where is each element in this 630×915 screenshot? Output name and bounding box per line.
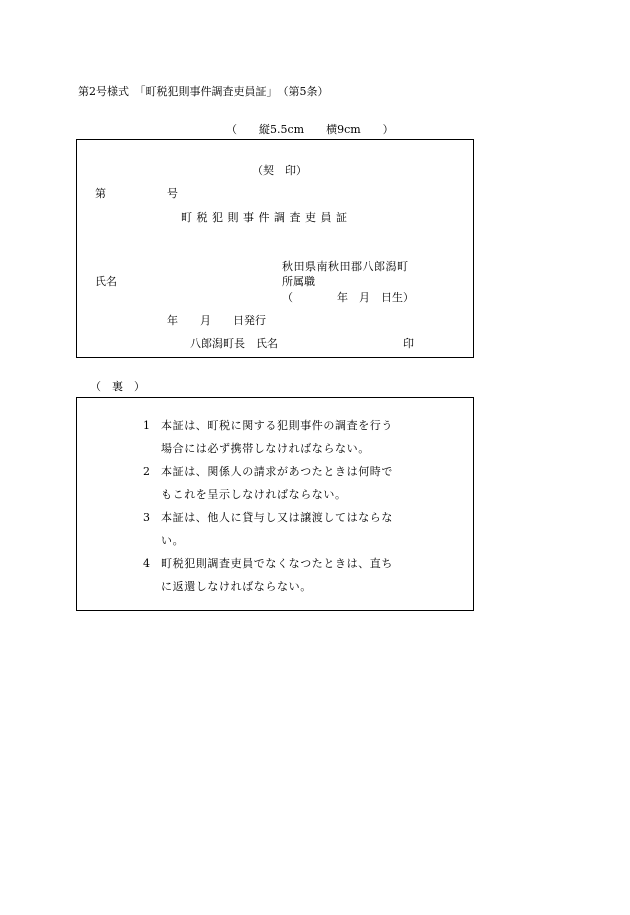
affiliation: 所属職 [282,275,315,288]
note-number: 3 [143,511,150,524]
address: 秋田県南秋田郡八郎潟町 [282,260,409,273]
card-title: 町税犯則事件調査吏員証 [181,211,352,224]
issue-date: 年 月 日発行 [167,314,266,327]
note-text: 本証は、他人に貸与し又は譲渡してはならな [161,511,393,524]
note-text: 場合には必ず携帯しなければならない。 [161,442,370,455]
back-label: （ 裏 ） [90,380,145,393]
note-text: 本証は、関係人の請求があつたときは何時で [161,465,393,478]
name-label: 氏名 [95,275,117,288]
number-suffix: 号 [167,187,178,200]
note-text: に返還しなければならない。 [161,580,312,593]
note-text: 町税犯則調査吏員でなくなつたときは、直ち [161,557,393,570]
note-text: もこれを呈示しなければならない。 [161,488,347,501]
note-number: 2 [143,465,150,478]
form-title: 第2号様式 「町税犯則事件調査吏員証」 （第5条） [78,85,329,98]
note-text: い。 [161,534,185,547]
birth-date: （ 年 月 日生） [282,291,414,304]
note-number: 4 [143,557,150,570]
note-number: 1 [143,419,150,432]
card-front [76,139,474,358]
note-text: 本証は、町税に関する犯則事件の調査を行う [161,419,393,432]
number-prefix: 第 [95,187,106,200]
stamp-mark: 印 [403,337,414,350]
issuer: 八郎潟町長 氏名 [190,337,278,350]
size-note: （ 縦5.5cm 横9cm ） [226,123,394,136]
card-back [76,397,474,611]
seal-label: （契 印） [252,164,307,177]
